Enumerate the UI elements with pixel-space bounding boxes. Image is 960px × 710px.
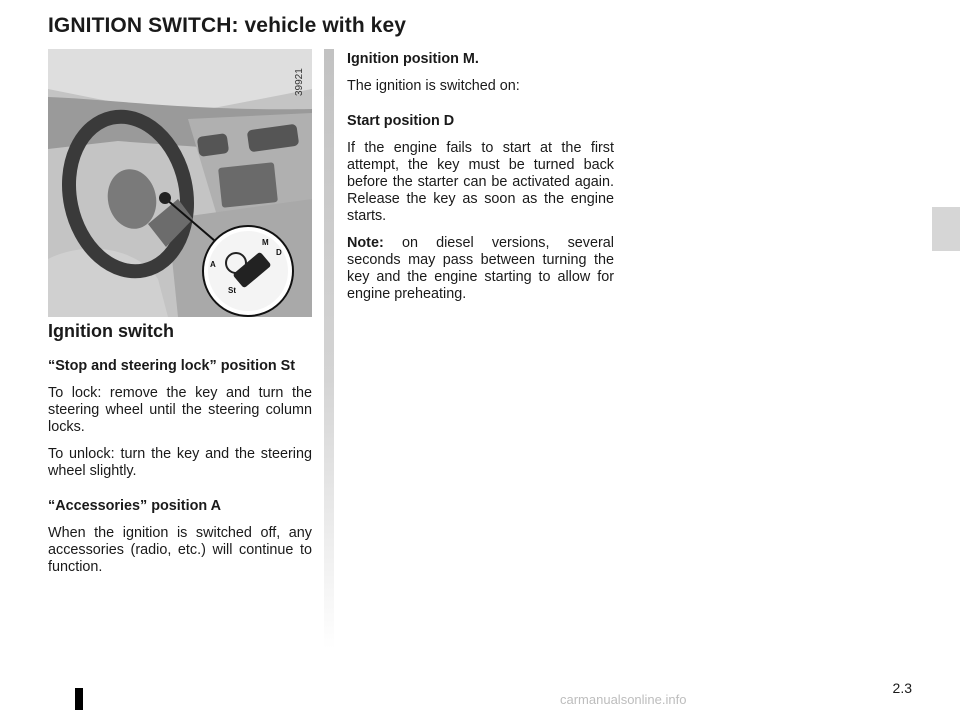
subheading-start-position: Start position D bbox=[347, 113, 455, 129]
note-paragraph bbox=[347, 235, 614, 303]
ignition-switch-illustration bbox=[48, 49, 312, 317]
subheading-stop-position: “Stop and steering lock” position St bbox=[48, 358, 296, 374]
column-divider bbox=[324, 49, 334, 649]
watermark: carmanualsonline.info bbox=[560, 692, 687, 707]
section-side-tab bbox=[932, 207, 960, 251]
paragraph-unlock: To unlock: turn the key and the steering wheel slightly. bbox=[48, 446, 312, 479]
note-label: Note: bbox=[347, 235, 384, 251]
note-text: on diesel versions, several seconds may pass between turning the key and the engine starting to allow for engine preheating. bbox=[347, 235, 614, 302]
paragraph-lock: To lock: remove the key and turn the steering wheel until the steering column locks. bbox=[48, 385, 312, 435]
page-number: 2.3 bbox=[892, 680, 912, 696]
section-heading: Ignition switch bbox=[48, 321, 174, 341]
paragraph-start: If the engine fails to start at the first attempt, the key must be turned back before the starter can be activated again. Release the key as soon as the engine starts. bbox=[347, 140, 614, 224]
figure-code: 39921 bbox=[294, 68, 305, 96]
dial-label-d: D bbox=[276, 248, 282, 257]
page-title: IGNITION SWITCH: vehicle with key bbox=[48, 14, 407, 37]
right-column bbox=[347, 51, 614, 313]
dial-label-st: St bbox=[228, 286, 236, 295]
left-column bbox=[48, 320, 312, 586]
paragraph-ignition-on: The ignition is switched on: bbox=[347, 78, 520, 94]
paragraph-accessories: When the ignition is switched off, any accessories (radio, etc.) will continue to function. bbox=[48, 525, 312, 575]
subheading-ignition-position: Ignition position M. bbox=[347, 51, 479, 67]
dial-label-m: M bbox=[262, 238, 269, 247]
corner-mark bbox=[75, 688, 83, 710]
subheading-accessories-position: “Accessories” position A bbox=[48, 498, 222, 514]
dial-label-a: A bbox=[210, 260, 216, 269]
